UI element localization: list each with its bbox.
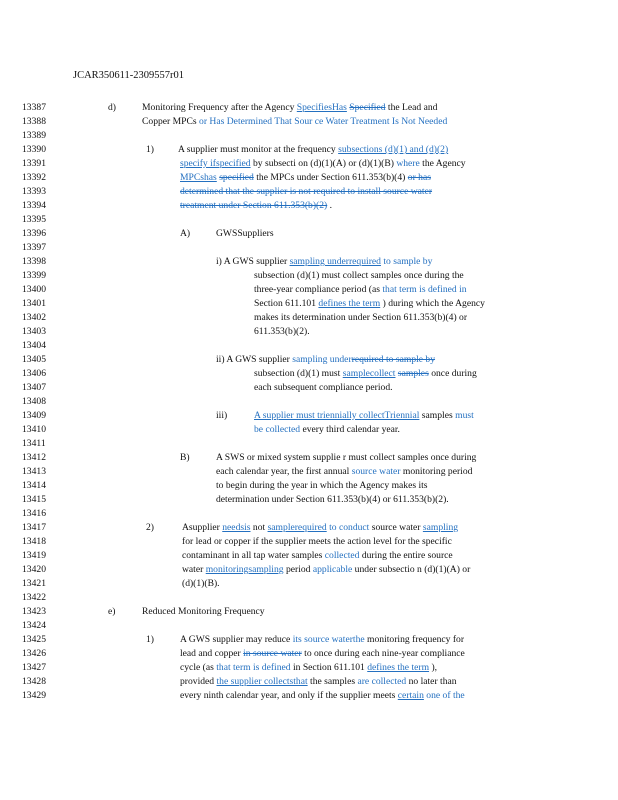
text-line xyxy=(180,452,190,463)
inserted-text: source water xyxy=(351,466,401,477)
line-number: 13388 xyxy=(22,116,46,127)
line-number: 13389 xyxy=(22,130,46,141)
text-segment: A GWS supplier may reduce xyxy=(180,634,293,645)
line-number: 13407 xyxy=(22,382,46,393)
text-segment: each subsequent compliance period. xyxy=(254,382,393,393)
text-segment: 1) xyxy=(146,634,154,645)
text-line xyxy=(254,312,467,323)
inserted-text: A supplier must triennially collectTriennial xyxy=(254,410,420,421)
text-line xyxy=(180,662,437,673)
text-line xyxy=(182,536,452,547)
line-number: 13408 xyxy=(22,396,46,407)
line-number: 13403 xyxy=(22,326,46,337)
text-line xyxy=(216,452,476,463)
inserted-text: be collected xyxy=(254,424,301,435)
inserted-text: specify ifspecified xyxy=(180,158,251,169)
text-segment: 611.353(b)(2). xyxy=(254,326,310,337)
text-segment: source water xyxy=(369,522,423,533)
text-segment: the MPCs under Section 611.353(b)(4) xyxy=(253,172,408,183)
line-number: 13393 xyxy=(22,186,46,197)
text-segment: monitoring period xyxy=(400,466,473,477)
text-line xyxy=(254,368,477,379)
text-line xyxy=(146,634,154,645)
line-number: 13419 xyxy=(22,550,46,561)
text-segment: 2) xyxy=(146,522,154,533)
line-number: 13412 xyxy=(22,452,46,463)
line-number: 13391 xyxy=(22,158,46,169)
line-number: 13402 xyxy=(22,312,46,323)
deleted-text: required to sample by xyxy=(351,354,436,365)
text-line xyxy=(178,144,448,155)
text-line xyxy=(182,578,220,589)
text-segment: the Lead and xyxy=(385,102,438,113)
line-number: 13404 xyxy=(22,340,46,351)
text-line xyxy=(180,634,464,645)
inserted-text: sampling underrequired xyxy=(289,256,381,267)
text-line xyxy=(254,326,310,337)
deleted-text: or has xyxy=(407,172,431,183)
line-number: 13410 xyxy=(22,424,46,435)
text-line xyxy=(146,522,154,533)
inserted-text: one of the xyxy=(423,690,465,701)
text-line xyxy=(216,228,274,239)
inserted-text: where xyxy=(396,158,420,169)
inserted-text: its source waterthe xyxy=(292,634,365,645)
inserted-text: defines the term xyxy=(367,662,430,673)
text-line xyxy=(216,410,227,421)
text-segment: A supplier must monitor at the frequency xyxy=(178,144,339,155)
text-segment: monitoring frequency for xyxy=(364,634,465,645)
text-segment: to once during each nine-year compliance xyxy=(301,648,465,659)
text-segment: for lead or copper if the supplier meets the action level for the specific xyxy=(182,536,452,547)
text-segment: not xyxy=(250,522,268,533)
text-segment: ), xyxy=(429,662,438,673)
text-segment: . xyxy=(327,200,333,211)
line-number: 13426 xyxy=(22,648,46,659)
text-segment: three-year compliance period (as xyxy=(254,284,383,295)
text-segment: water xyxy=(182,564,206,575)
text-line xyxy=(142,116,447,127)
deleted-text: treatment under Section 611.353(b)(2) xyxy=(180,200,328,211)
text-segment: ) during which the Agency xyxy=(380,298,485,309)
line-number: 13406 xyxy=(22,368,46,379)
inserted-text: to sample by xyxy=(383,256,433,267)
text-line xyxy=(216,494,449,505)
text-line xyxy=(254,270,464,281)
inserted-text: sampling xyxy=(422,522,459,533)
text-line xyxy=(180,690,465,701)
text-segment: by subsecti on (d)(1)(A) or (d)(1)(B) xyxy=(250,158,397,169)
inserted-text: certain xyxy=(397,690,424,701)
line-number: 13417 xyxy=(22,522,46,533)
line-number: 13394 xyxy=(22,200,46,211)
text-segment: (d)(1)(B). xyxy=(182,578,220,589)
document-id: JCAR350611-2309557r01 xyxy=(73,70,185,81)
text-segment: samples xyxy=(419,410,456,421)
line-number: 13425 xyxy=(22,634,46,645)
text-segment: d) xyxy=(108,102,116,113)
line-number: 13415 xyxy=(22,494,46,505)
text-segment: period xyxy=(283,564,313,575)
inserted-text: or Has Determined That Sour ce Water Treatment Is Not Needed xyxy=(199,116,448,127)
inserted-text: subsections (d)(1) and (d)(2) xyxy=(338,144,449,155)
deleted-text: specified xyxy=(219,172,254,183)
text-line xyxy=(180,228,190,239)
text-line xyxy=(180,676,457,687)
line-number: 13387 xyxy=(22,102,46,113)
deleted-text: determined that the supplier is not required to install source water xyxy=(180,186,433,197)
line-number: 13392 xyxy=(22,172,46,183)
text-segment: cycle (as xyxy=(180,662,217,673)
inserted-text: collected xyxy=(324,550,360,561)
inserted-text: samplecollect xyxy=(342,368,396,379)
line-number: 13429 xyxy=(22,690,46,701)
line-number: 13390 xyxy=(22,144,46,155)
text-segment: provided xyxy=(180,676,217,687)
text-segment: no later than xyxy=(406,676,457,687)
text-segment: in Section 611.101 xyxy=(290,662,368,673)
inserted-text: that term is defined in xyxy=(382,284,467,295)
text-segment: each calendar year, the first annual xyxy=(216,466,352,477)
text-line xyxy=(182,550,453,561)
text-segment: subsection (d)(1) must xyxy=(254,368,343,379)
text-segment: subsection (d)(1) must collect samples once during the xyxy=(254,270,464,281)
inserted-text: MPCshas xyxy=(180,172,217,183)
text-segment: A SWS or mixed system supplie r must collect samples once during xyxy=(216,452,477,463)
text-line xyxy=(180,648,465,659)
inserted-text: SpecifiesHas xyxy=(296,102,347,113)
line-number: 13414 xyxy=(22,480,46,491)
text-segment: GWSSuppliers xyxy=(216,228,274,239)
text-segment: lead and copper xyxy=(180,648,244,659)
text-segment: the Agency xyxy=(419,158,466,169)
inserted-text: applicable xyxy=(312,564,353,575)
line-number: 13416 xyxy=(22,508,46,519)
text-line xyxy=(180,186,432,197)
text-segment: during the entire source xyxy=(359,550,453,561)
line-number: 13397 xyxy=(22,242,46,253)
inserted-text: needsis xyxy=(222,522,251,533)
inserted-text: monitoringsampling xyxy=(205,564,284,575)
text-segment: every ninth calendar year, and only if the supplier meets xyxy=(180,690,398,701)
text-line xyxy=(142,606,265,617)
text-line xyxy=(216,466,472,477)
text-segment: Reduced Monitoring Frequency xyxy=(142,606,265,617)
line-number: 13405 xyxy=(22,354,46,365)
text-line xyxy=(182,564,470,575)
line-number: 13411 xyxy=(22,438,46,449)
text-segment: A) xyxy=(180,228,191,239)
inserted-text: defines the term xyxy=(318,298,381,309)
text-line xyxy=(254,284,467,295)
line-number: 13401 xyxy=(22,298,46,309)
text-line xyxy=(254,424,400,435)
text-segment: B) xyxy=(180,452,190,463)
text-segment: Section 611.101 xyxy=(254,298,319,309)
text-segment: every third calendar year. xyxy=(300,424,400,435)
line-number: 13421 xyxy=(22,578,46,589)
inserted-text: sampling under xyxy=(292,354,352,365)
text-segment: i) A GWS supplier xyxy=(216,256,290,267)
text-line xyxy=(142,102,437,113)
text-line xyxy=(254,410,474,421)
line-number: 13395 xyxy=(22,214,46,225)
text-segment: Copper MPCs xyxy=(142,116,200,127)
line-number: 13396 xyxy=(22,228,46,239)
text-segment: once during xyxy=(428,368,477,379)
deleted-text: Specified xyxy=(349,102,386,113)
text-segment: determination under Section 611.353(b)(4) or 611.353(b)(2). xyxy=(216,494,449,505)
text-line xyxy=(216,354,435,365)
line-number: 13423 xyxy=(22,606,46,617)
text-segment: ii) A GWS supplier xyxy=(216,354,293,365)
line-number: 13422 xyxy=(22,592,46,603)
line-number: 13418 xyxy=(22,536,46,547)
text-segment: 1) xyxy=(146,144,154,155)
text-line xyxy=(108,606,115,617)
text-segment: iii) xyxy=(216,410,228,421)
text-segment: to begin during the year in which the Agency makes its xyxy=(216,480,428,491)
text-line xyxy=(108,102,116,113)
inserted-text: the supplier collectsthat xyxy=(216,676,308,687)
line-number: 13398 xyxy=(22,256,46,267)
text-line xyxy=(180,158,466,169)
text-segment: contaminant in all tap water samples xyxy=(182,550,325,561)
text-line xyxy=(180,200,332,211)
text-line xyxy=(216,256,432,267)
text-segment: e) xyxy=(108,606,116,617)
line-number: 13399 xyxy=(22,270,46,281)
text-segment: Monitoring Frequency after the Agency xyxy=(142,102,297,113)
line-number: 13400 xyxy=(22,284,46,295)
text-line xyxy=(216,480,428,491)
text-line xyxy=(254,298,485,309)
line-number: 13420 xyxy=(22,564,46,575)
text-segment: under subsectio n (d)(1)(A) or xyxy=(352,564,471,575)
inserted-text: that term is defined xyxy=(216,662,291,673)
inserted-text: must xyxy=(455,410,474,421)
text-line xyxy=(254,382,393,393)
text-segment: makes its determination under Section 611.353(b)(4) or xyxy=(254,312,468,323)
inserted-text: samplerequired xyxy=(267,522,327,533)
line-number: 13428 xyxy=(22,676,46,687)
line-number: 13409 xyxy=(22,410,46,421)
text-line xyxy=(146,144,154,155)
line-number: 13424 xyxy=(22,620,46,631)
text-line xyxy=(182,522,458,533)
text-segment: the samples xyxy=(307,676,358,687)
line-number: 13413 xyxy=(22,466,46,477)
line-number: 13427 xyxy=(22,662,46,673)
text-segment: Asupplier xyxy=(182,522,223,533)
inserted-text: to conduct xyxy=(329,522,370,533)
deleted-text: in source water xyxy=(243,648,302,659)
deleted-text: samples xyxy=(397,368,429,379)
inserted-text: are collected xyxy=(357,676,407,687)
text-line xyxy=(180,172,431,183)
